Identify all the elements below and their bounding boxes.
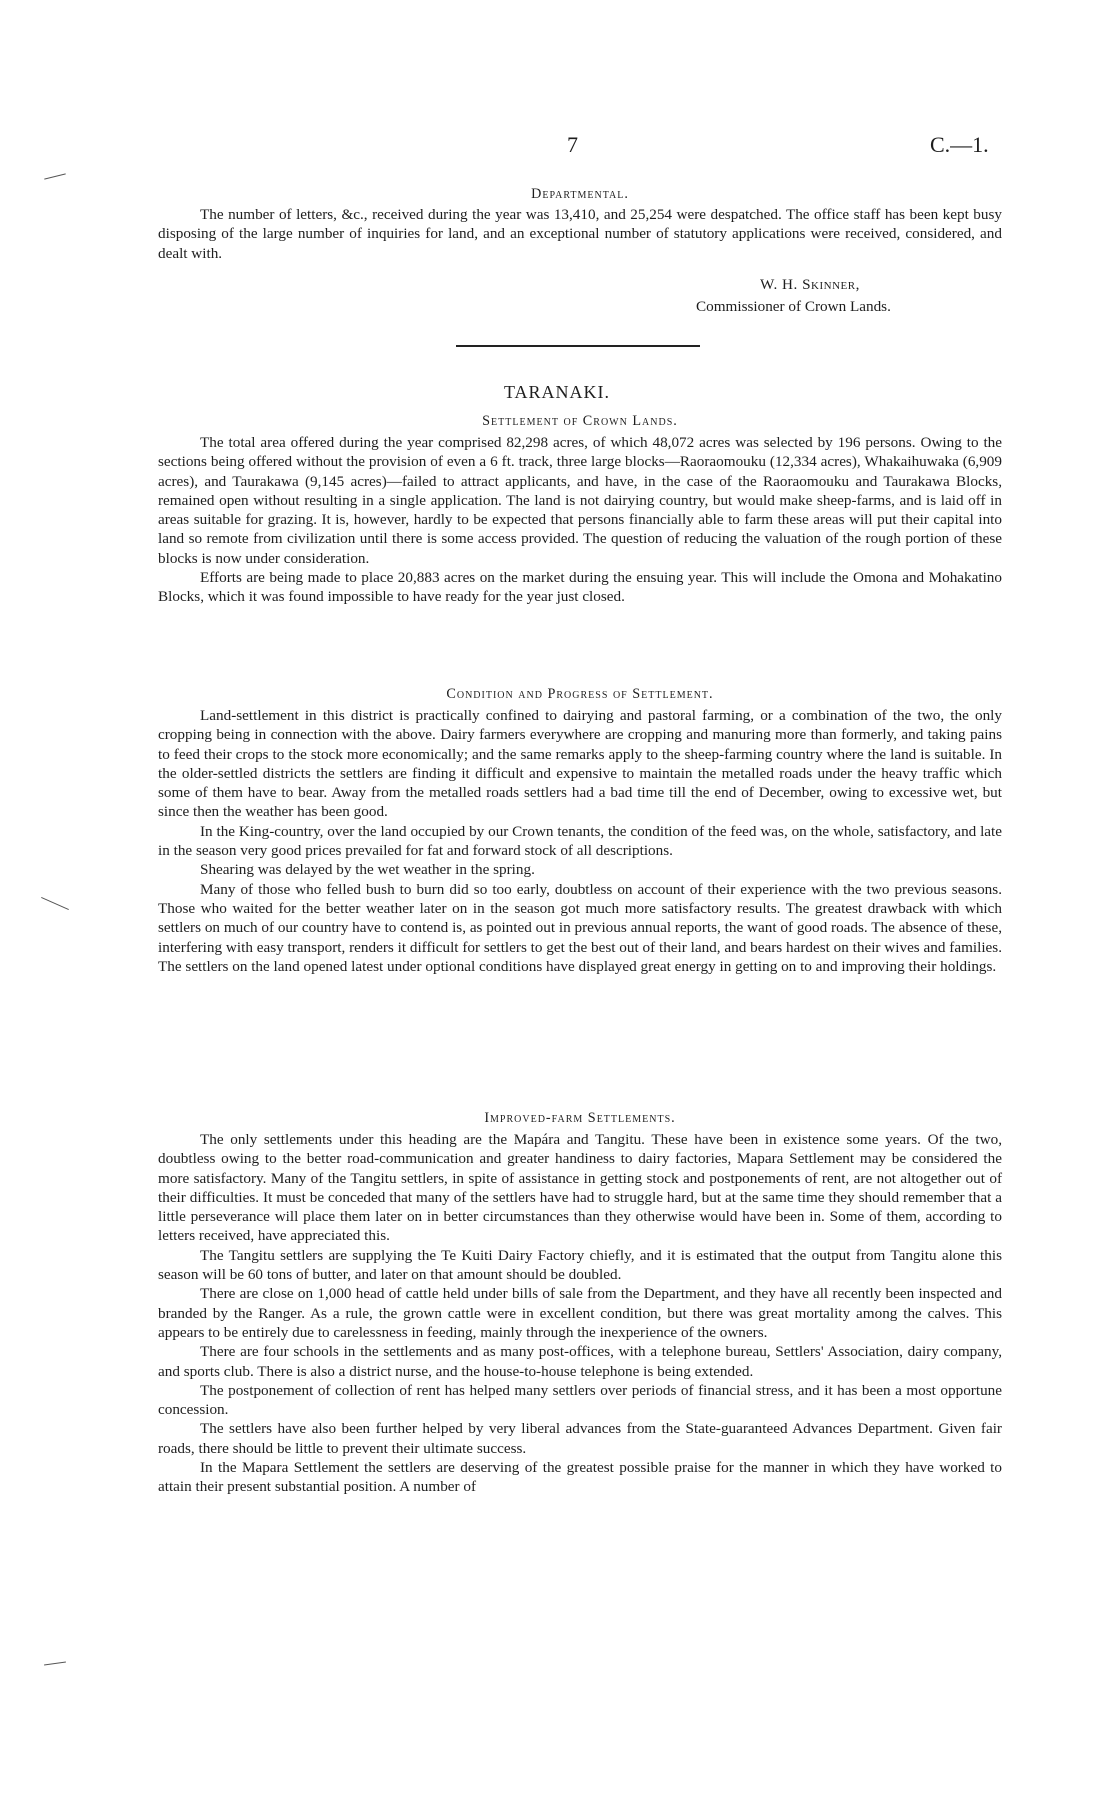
- region-title: TARANAKI.: [503, 382, 611, 402]
- departmental-paragraph: The number of letters, &c., received during the year was 13,410, and 25,254 were despatched. The office staff has been kept busy disposing of the large number of inquiries for land, and an exceptional number of statutory applications were received, considered, and dealt with.: [158, 206, 1002, 262]
- section-heading-settlement: Settlement of Crown Lands.: [482, 413, 678, 429]
- improved-farm-paragraph: The Tangitu settlers are supplying the Te Kuiti Dairy Factory chiefly, and it is estimated that the output from Tangitu alone this season will be 60 tons of butter, and later on that amount should be doubled.: [158, 1246, 1002, 1284]
- condition-paragraph: Shearing was delayed by the wet weather in the spring.: [200, 861, 535, 879]
- condition-paragraph: In the King-country, over the land occupied by our Crown tenants, the condition of the feed was, on the whole, satisfactory, and late in the season very good prices prevailed for fat and forward stock of all descriptions.: [158, 822, 1002, 860]
- improved-farm-paragraph: The only settlements under this heading are the Mapára and Tangitu. These have been in existence some years. Of the two, doubtless owing to the better road-communication and greater handiness to dairy factories, Mapara Settlement may be considered the more satisfactory. Many of the Tangitu settlers, in spite of assistance in getting stock and postponements of rent, are not altogether out of their difficulties. It must be conceded that many of the settlers have had to struggle hard, but at the same time they should remember that a little perseverance will place them later on in better circumstances than they otherwise would have been in. Some of them, according to letters received, have appreciated this.: [158, 1131, 1002, 1245]
- condition-paragraph: Land-settlement in this district is practically confined to dairying and pastoral farming, or a combination of the two, the only cropping being in connection with the above. Dairy farmers everywhere are cropping and manuring more than formerly, and taking pains to feed their crops to the stock more economically; and the same remarks apply to the sheep-farming country where the land is suitable. In the older-settled districts the settlers are finding it difficult and expensive to maintain the metalled roads under the heavy traffic which some of them have to bear. Away from the metalled roads settlers had a bad time till the end of December, owing to excessive wet, but since then the weather has been good.: [158, 707, 1002, 821]
- document-reference: C.—1.: [930, 132, 989, 157]
- margin-mark: [44, 1661, 66, 1665]
- condition-paragraph: Many of those who felled bush to burn did so too early, doubtless on account of their experience with the two previous seasons. Those who waited for the better weather later on in the season got much more satisfactory results. The greatest drawback with which settlers on much of our country have to contend is, as pointed out in previous annual reports, the want of good roads. The absence of these, interfering with easy transport, renders it difficult for settlers to get the best out of their land, and bears hardest on their wives and families. The settlers on the land opened latest under optional conditions have displayed great energy in getting on to and improving their holdings.: [158, 880, 1002, 975]
- settlement-section: [158, 413, 1002, 607]
- condition-section: [158, 686, 1002, 976]
- margin-mark: [41, 897, 69, 910]
- section-heading-improved-farm: Improved-farm Settlements.: [484, 1110, 676, 1126]
- departmental-section: [158, 186, 1002, 263]
- improved-farm-paragraph: There are four schools in the settlements and as many post-offices, with a telephone bureau, Settlers' Association, dairy company, and sports club. There is also a district nurse, and the house-to-house telephone is being extended.: [158, 1343, 1002, 1380]
- settlement-paragraph: The total area offered during the year comprised 82,298 acres, of which 48,072 acres was selected by 196 persons. Owing to the sections being offered without the provision of even a 6 ft. track, three large blocks—Raoraomouku (12,334 acres), Whakaihuwaka (6,909 acres), and Taurakawa (9,145 acres)—failed to attract applicants, and have, in the case of the Raoraomouku and Taurakawa Blocks, remained open without resulting in a single application. The land is not dairying country, but would make sheep-farms, and is laid off in areas suitable for grazing. It is, however, hardly to be expected that persons financially able to farm these areas will put their capital into land so remote from civilization until there is some access provided. The question of reducing the valuation of the rough portion of these blocks is now under consideration.: [158, 434, 1002, 567]
- improved-farm-section: [158, 1110, 1002, 1497]
- improved-farm-paragraph: There are close on 1,000 head of cattle held under bills of sale from the Department, and they have all recently been inspected and branded by the Ranger. As a rule, the grown cattle were in excellent condition, but there was great mortality among the calves. This appears to be entirely due to carelessness in feeding, mainly through the inexperience of the owners.: [158, 1285, 1002, 1341]
- improved-farm-paragraph: The postponement of collection of rent has helped many settlers over periods of financial stress, and it has been a most opportune concession.: [158, 1381, 1002, 1419]
- improved-farm-paragraph: In the Mapara Settlement the settlers are deserving of the greatest possible praise for the manner in which they have worked to attain their present substantial position. A number of: [158, 1459, 1002, 1496]
- page-number: 7: [567, 132, 578, 157]
- section-divider: [456, 345, 700, 347]
- signature-name: W. H. Skinner,: [760, 276, 860, 293]
- margin-mark: [44, 173, 66, 179]
- section-heading-departmental: Departmental.: [531, 186, 629, 202]
- signature-title: Commissioner of Crown Lands.: [696, 298, 891, 315]
- settlement-paragraph: Efforts are being made to place 20,883 acres on the market during the ensuing year. This will include the Omona and Mohakatino Blocks, which it was found impossible to have ready for the year just closed.: [158, 569, 1002, 606]
- section-heading-condition: Condition and Progress of Settlement.: [446, 686, 714, 702]
- improved-farm-paragraph: The settlers have also been further helped by very liberal advances from the State-guaranteed Advances Department. Given fair roads, there should be little to prevent their ultimate success.: [158, 1420, 1002, 1457]
